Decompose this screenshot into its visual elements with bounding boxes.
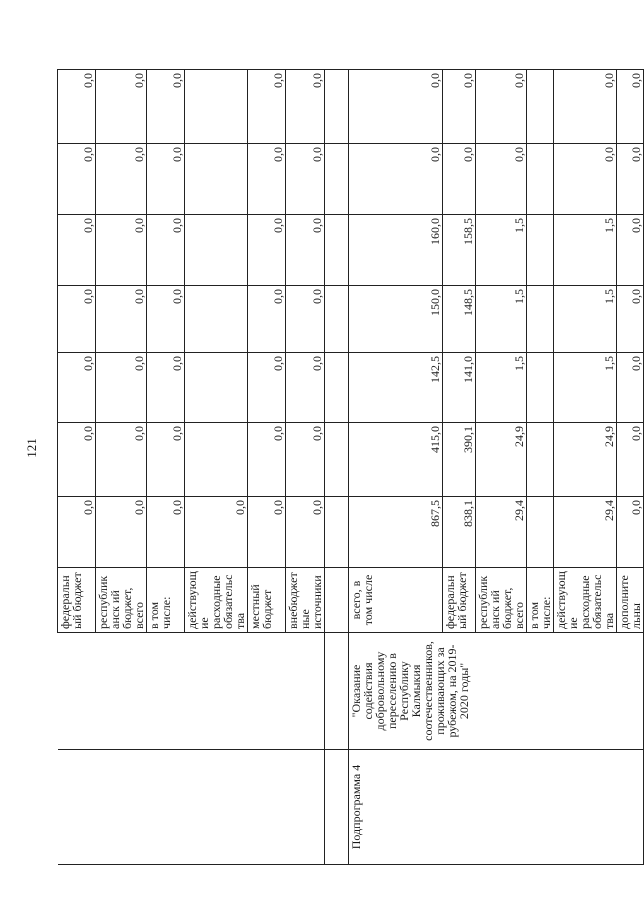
value-cell: 0,0: [58, 70, 96, 144]
value-cell: 0,0: [617, 144, 644, 215]
value-cell: 867,5: [349, 497, 443, 568]
value-cell: [527, 70, 554, 144]
value-cell: 29,4: [476, 497, 527, 568]
value-cell: 390,1: [443, 423, 476, 497]
value-cell: 158,5: [443, 215, 476, 286]
value-cell: [185, 423, 248, 497]
value-cell: [185, 215, 248, 286]
value-cell: [185, 144, 248, 215]
spacer-cell: [325, 144, 349, 215]
value-cell: 0,0: [554, 70, 617, 144]
value-cell: 0,0: [286, 286, 325, 353]
source-label: республиканск ий бюджет, всего: [96, 568, 147, 633]
value-cell: 0,0: [248, 286, 286, 353]
value-cell: 0,0: [617, 70, 644, 144]
budget-table: [57, 69, 644, 865]
value-cell: [527, 423, 554, 497]
table-row: [349, 70, 443, 865]
value-cell: 0,0: [286, 70, 325, 144]
value-cell: 141,0: [443, 353, 476, 423]
value-cell: 838,1: [443, 497, 476, 568]
source-label: внебюджетные источники: [286, 568, 325, 633]
value-cell: 0,0: [58, 286, 96, 353]
spacer-cell: [325, 215, 349, 286]
value-cell: 29,4: [554, 497, 617, 568]
source-label: в том числе:: [527, 568, 554, 633]
value-cell: 0,0: [147, 144, 185, 215]
value-cell: 0,0: [248, 144, 286, 215]
value-cell: 1,5: [476, 215, 527, 286]
value-cell: 0,0: [248, 353, 286, 423]
value-cell: 0,0: [248, 497, 286, 568]
subprogram-title-cell-prev: [58, 633, 325, 750]
value-cell: 0,0: [248, 215, 286, 286]
spacer-cell: [325, 70, 349, 144]
rotated-table-container: [57, 70, 643, 865]
value-cell: 0,0: [248, 70, 286, 144]
value-cell: 24,9: [476, 423, 527, 497]
value-cell: 0,0: [96, 215, 147, 286]
value-cell: 0,0: [147, 353, 185, 423]
value-cell: 0,0: [147, 70, 185, 144]
source-label: федеральный бюджет: [58, 568, 96, 633]
value-cell: 0,0: [185, 497, 248, 568]
spacer-cell: [325, 568, 349, 633]
value-cell: 0,0: [96, 286, 147, 353]
value-cell: 0,0: [617, 353, 644, 423]
value-cell: 0,0: [476, 144, 527, 215]
value-cell: 0,0: [96, 144, 147, 215]
subprogram-number-cell-prev: [58, 750, 325, 865]
subprogram-number: Подпрограмма 4: [349, 750, 644, 865]
source-label: местный бюджет: [248, 568, 286, 633]
value-cell: 0,0: [58, 215, 96, 286]
value-cell: 0,0: [147, 215, 185, 286]
value-cell: 148,5: [443, 286, 476, 353]
source-label: в том числе:: [147, 568, 185, 633]
value-cell: 0,0: [617, 423, 644, 497]
value-cell: 160,0: [349, 215, 443, 286]
spacer-cell: [325, 497, 349, 568]
table-body: [58, 70, 644, 865]
source-label: всего, в том числе: [349, 568, 443, 633]
value-cell: 0,0: [248, 423, 286, 497]
table-row: [58, 70, 96, 865]
page-number: 121: [24, 438, 39, 458]
value-cell: 0,0: [286, 353, 325, 423]
source-label: республиканск ий бюджет, всего: [476, 568, 527, 633]
value-cell: 0,0: [286, 497, 325, 568]
value-cell: 1,5: [554, 215, 617, 286]
value-cell: [527, 286, 554, 353]
value-cell: [527, 353, 554, 423]
value-cell: 0,0: [286, 423, 325, 497]
value-cell: 24,9: [554, 423, 617, 497]
value-cell: 0,0: [554, 144, 617, 215]
value-cell: 0,0: [617, 286, 644, 353]
value-cell: 0,0: [476, 70, 527, 144]
value-cell: [527, 497, 554, 568]
value-cell: 0,0: [286, 144, 325, 215]
value-cell: 1,5: [476, 353, 527, 423]
value-cell: 0,0: [349, 144, 443, 215]
value-cell: 1,5: [554, 353, 617, 423]
value-cell: 0,0: [617, 497, 644, 568]
subprogram-title: "Оказание содействия добровольному переселению в Республику Калмыкия соотечественников, проживающих за рубежом, на 2019-2020 годы": [349, 633, 644, 750]
spacer-cell: [325, 423, 349, 497]
value-cell: 0,0: [58, 497, 96, 568]
value-cell: 0,0: [147, 497, 185, 568]
value-cell: 0,0: [349, 70, 443, 144]
value-cell: [185, 353, 248, 423]
value-cell: 1,5: [554, 286, 617, 353]
value-cell: 415,0: [349, 423, 443, 497]
value-cell: 0,0: [58, 144, 96, 215]
value-cell: 0,0: [96, 423, 147, 497]
value-cell: 0,0: [147, 423, 185, 497]
value-cell: 1,5: [476, 286, 527, 353]
source-label: действующие расходные обязательства: [185, 568, 248, 633]
value-cell: 0,0: [96, 497, 147, 568]
value-cell: 0,0: [58, 353, 96, 423]
value-cell: 142,5: [349, 353, 443, 423]
value-cell: 150,0: [349, 286, 443, 353]
value-cell: [527, 215, 554, 286]
spacer-row: [325, 70, 349, 865]
spacer-cell: [325, 353, 349, 423]
value-cell: 0,0: [286, 215, 325, 286]
value-cell: 0,0: [147, 286, 185, 353]
source-label: федеральный бюджет: [443, 568, 476, 633]
value-cell: 0,0: [58, 423, 96, 497]
spacer-cell: [325, 633, 349, 750]
spacer-cell: [325, 750, 349, 865]
value-cell: [527, 144, 554, 215]
spacer-cell: [325, 286, 349, 353]
value-cell: [185, 286, 248, 353]
value-cell: 0,0: [443, 144, 476, 215]
value-cell: [185, 70, 248, 144]
value-cell: 0,0: [96, 70, 147, 144]
source-label: дополнительны: [617, 568, 644, 633]
value-cell: 0,0: [443, 70, 476, 144]
value-cell: 0,0: [617, 215, 644, 286]
value-cell: 0,0: [96, 353, 147, 423]
source-label: действующие расходные обязательства: [554, 568, 617, 633]
